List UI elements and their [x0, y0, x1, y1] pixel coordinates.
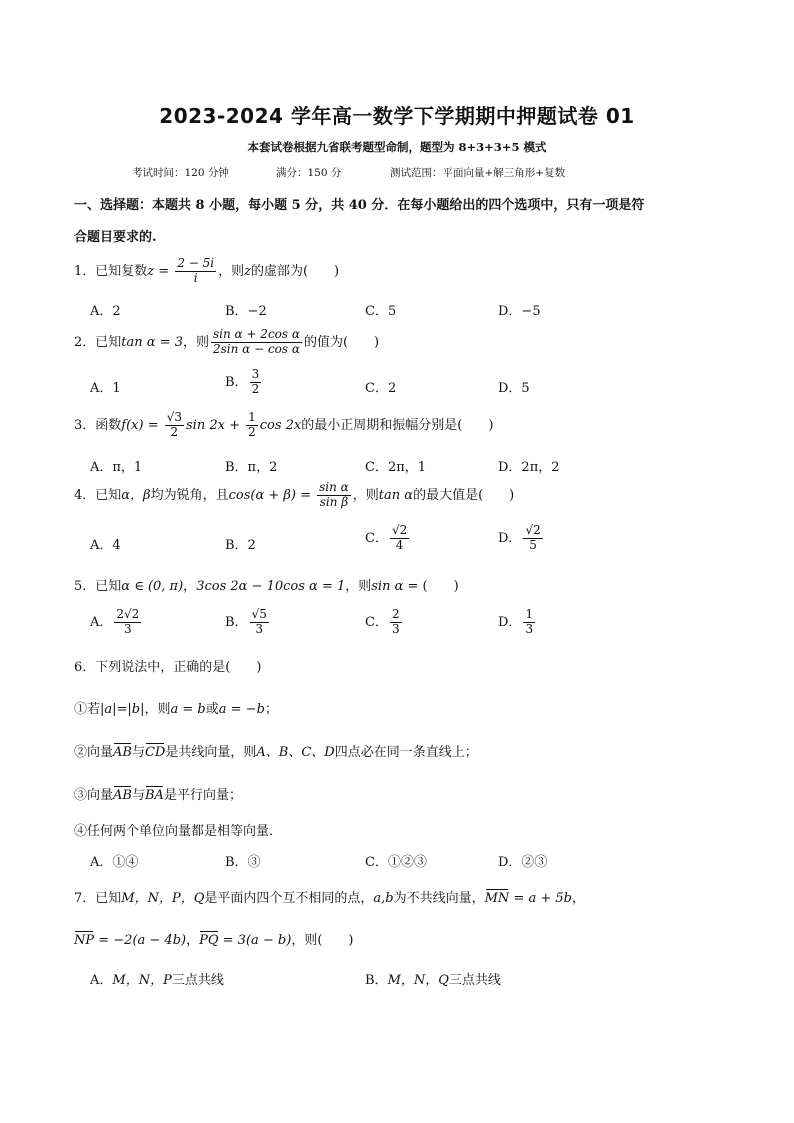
- q6-statement-1: ①若|a|=|b|，则a = b或a = −b；: [74, 702, 278, 717]
- section-heading-line2: 合题目要求的.: [74, 230, 157, 245]
- q1-option-b: B．−2: [225, 304, 267, 319]
- q7-option-b: B．M，N，Q三点共线: [365, 973, 501, 988]
- question-7-line2: NP = −2(a − 4b)，PQ = 3(a − b)，则( ): [74, 933, 354, 948]
- question-5: 5．已知α ∈ (0, π)，3cos 2α − 10cos α = 1，则sin α = ( ): [74, 579, 459, 594]
- q3-option-d: D．2π，2: [498, 460, 560, 475]
- q5-option-d: D． $\frac{1}{3}$: [498, 607, 534, 636]
- question-3: 3．函数f(x) = $\frac{√3}{2}$ sin 2x + $\frac{1}{2}$ cos 2x的最小正周期和振幅分别是( ): [74, 410, 494, 439]
- section-heading-line1: 一、选择题：本题共 8 小题，每小题 5 分，共 40 分．在每小题给出的四个选项中，只有一项是符: [74, 198, 645, 213]
- page-subtitle: 本套试卷根据九省联考题型命制，题型为 8+3+3+5 模式: [247, 140, 547, 154]
- q5-option-c: C． $\frac{2}{3}$: [365, 607, 400, 636]
- q6-option-a: A．①④: [90, 855, 139, 870]
- question-4: 4．已知α，β均为锐角，且cos(α + β) = $\frac{\text{sin α}}{\text{sin β}}$ ，则tan α的最大值是( ): [74, 480, 515, 509]
- question-6: 6．下列说法中，正确的是( ): [74, 660, 262, 675]
- q3-option-c: C．2π，1: [365, 460, 427, 475]
- q4-option-d: D． $\frac{√2}{5}$: [498, 523, 541, 552]
- q6-statement-2: ②向量AB与CD是共线向量，则A、B、C、D四点必在同一条直线上；: [74, 745, 478, 760]
- q2-fraction: $\frac{\text{sin α + 2cos α}}{\text{2sin α − cos α}}$: [212, 327, 300, 356]
- q2-option-a: A．1: [90, 381, 121, 396]
- q6-option-c: C．①②③: [365, 855, 427, 870]
- q1-fraction: $\frac{2 - 5i}{i}$: [177, 256, 215, 285]
- exam-score: 满分：150 分: [276, 167, 342, 179]
- q1-option-a: A．2: [90, 304, 121, 319]
- q5-option-a: A． $\frac{2√2}{3}$: [90, 607, 140, 636]
- page-title: 2023-2024 学年高一数学下学期期中押题试卷 01: [159, 104, 635, 128]
- question-2: 2．已知tan α = 3，则 $\frac{\text{sin α + 2cos α}}{\text{2sin α − cos α}}$ 的值为( ): [74, 327, 380, 356]
- exam-scope: 测试范围：平面向量+解三角形+复数: [390, 167, 566, 179]
- q1-option-d: D．−5: [498, 304, 541, 319]
- q2-option-c: C．2: [365, 381, 397, 396]
- question-7-line1: 7．已知M，N，P，Q是平面内四个互不相同的点，a,b为不共线向量，MN = a + 5b，: [74, 891, 585, 906]
- q2-option-b: B． $\frac{3}{2}$: [225, 367, 260, 396]
- q4-option-b: B．2: [225, 538, 256, 553]
- q6-statement-4: ④任何两个单位向量都是相等向量．: [74, 824, 283, 839]
- q1-option-c: C．5: [365, 304, 397, 319]
- q7-option-a: A．M，N，P三点共线: [90, 973, 224, 988]
- q4-option-c: C． $\frac{√2}{4}$: [365, 523, 408, 552]
- q5-option-b: B． $\frac{√5}{3}$: [225, 607, 267, 636]
- q4-option-a: A．4: [90, 538, 121, 553]
- exam-time: 考试时间：120 分钟: [132, 167, 229, 179]
- q3-option-a: A．π，1: [90, 460, 143, 475]
- q6-option-b: B．③: [225, 855, 261, 870]
- q3-option-b: B．π，2: [225, 460, 278, 475]
- question-1: 1．已知复数z = $\frac{2 - 5i}{i}$ ，则z的虚部为( ): [74, 256, 340, 285]
- q6-statement-3: ③向量AB与BA是平行向量；: [74, 788, 242, 803]
- q2-option-d: D．5: [498, 381, 530, 396]
- q6-option-d: D．②③: [498, 855, 548, 870]
